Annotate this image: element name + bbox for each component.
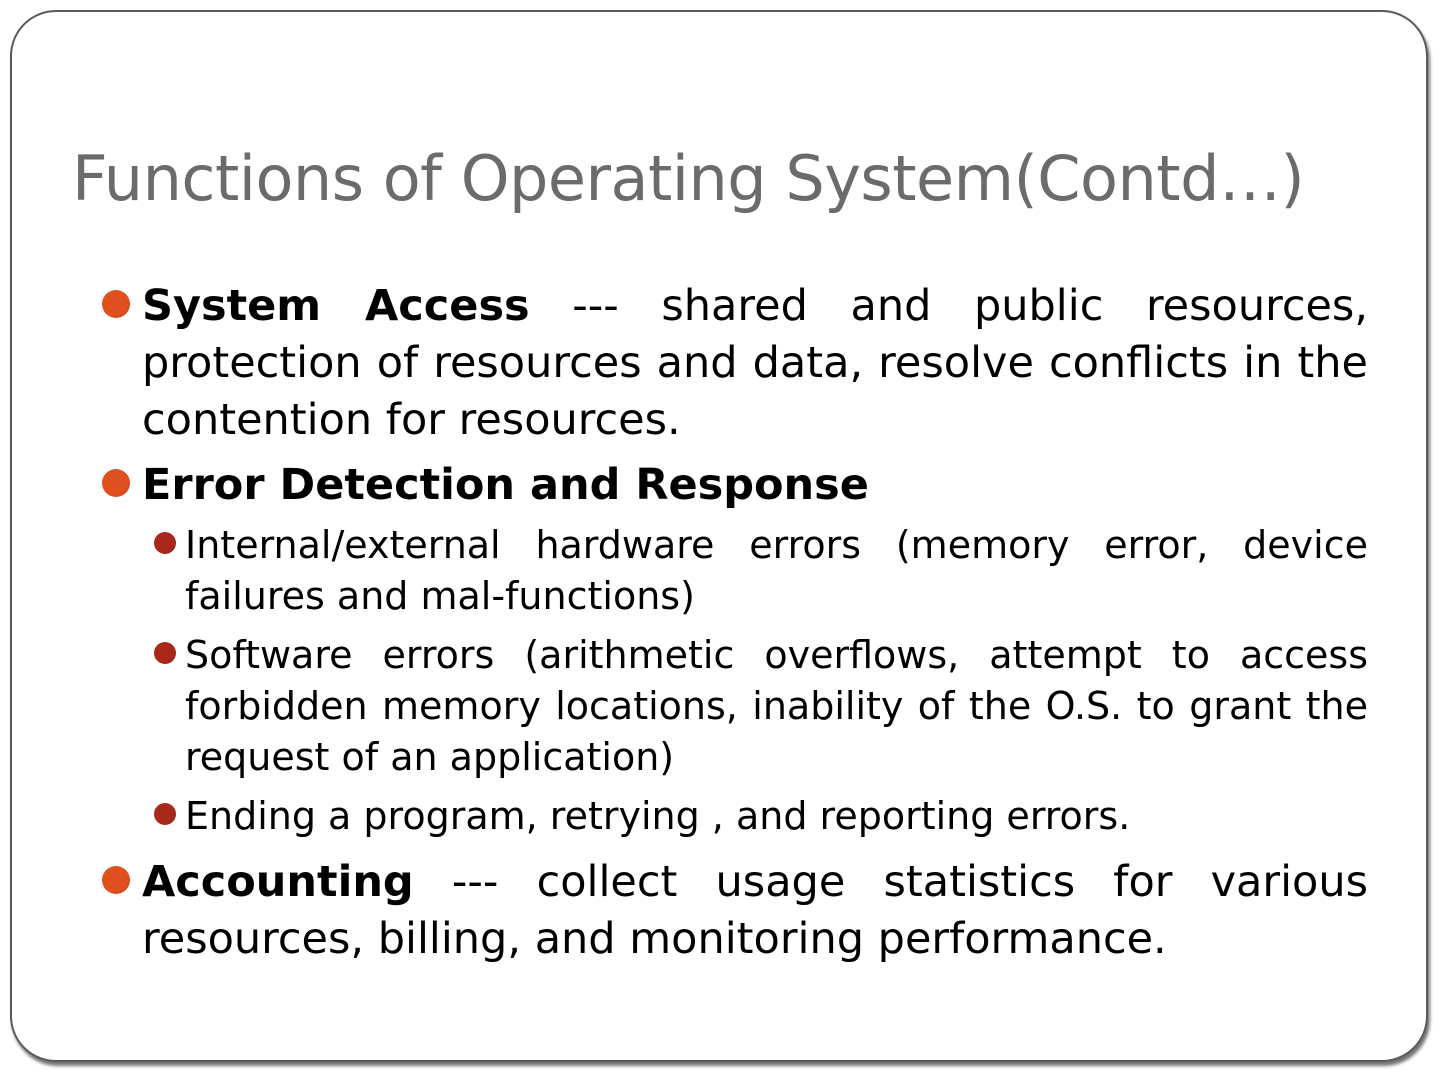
subbullet-ending-program <box>142 791 1368 842</box>
subbullet-text: Ending a program, retrying , and reporting errors. <box>185 794 1131 838</box>
bullet-dot-icon <box>102 866 130 894</box>
sub-bullet-dot-icon <box>154 803 176 825</box>
sub-bullet-dot-icon <box>154 532 176 554</box>
bullet-term: Error Detection and Response <box>142 460 869 510</box>
bullet-dot-icon <box>102 469 130 497</box>
bullet-dot-icon <box>102 290 130 318</box>
subbullet-text: Software errors (arithmetic overflows, attempt to access forbidden memory locations, inability of the O.S. to grant the request of an application) <box>185 633 1368 779</box>
subbullet-software-errors <box>142 630 1368 783</box>
slide-content <box>100 278 1368 976</box>
slide-frame <box>10 10 1428 1062</box>
bullet-term: System Access <box>142 281 530 331</box>
bullet-text: --- shared and public resources, protection of resources and data, resolve conflicts in the contention for resources. <box>142 281 1368 445</box>
subbullet-hardware-errors <box>142 520 1368 622</box>
bullet-text: --- collect usage statistics for various resources, billing, and monitoring performance. <box>142 857 1368 964</box>
sub-bullet-dot-icon <box>154 642 176 664</box>
bullet-accounting <box>100 854 1368 968</box>
slide-title: Functions of Operating System(Contd…) <box>72 142 1305 215</box>
bullet-term: Accounting <box>142 857 414 907</box>
subbullet-text: Internal/external hardware errors (memory error, device failures and mal-functions) <box>185 523 1368 618</box>
bullet-system-access <box>100 278 1368 449</box>
bullet-error-detection <box>100 457 1368 514</box>
